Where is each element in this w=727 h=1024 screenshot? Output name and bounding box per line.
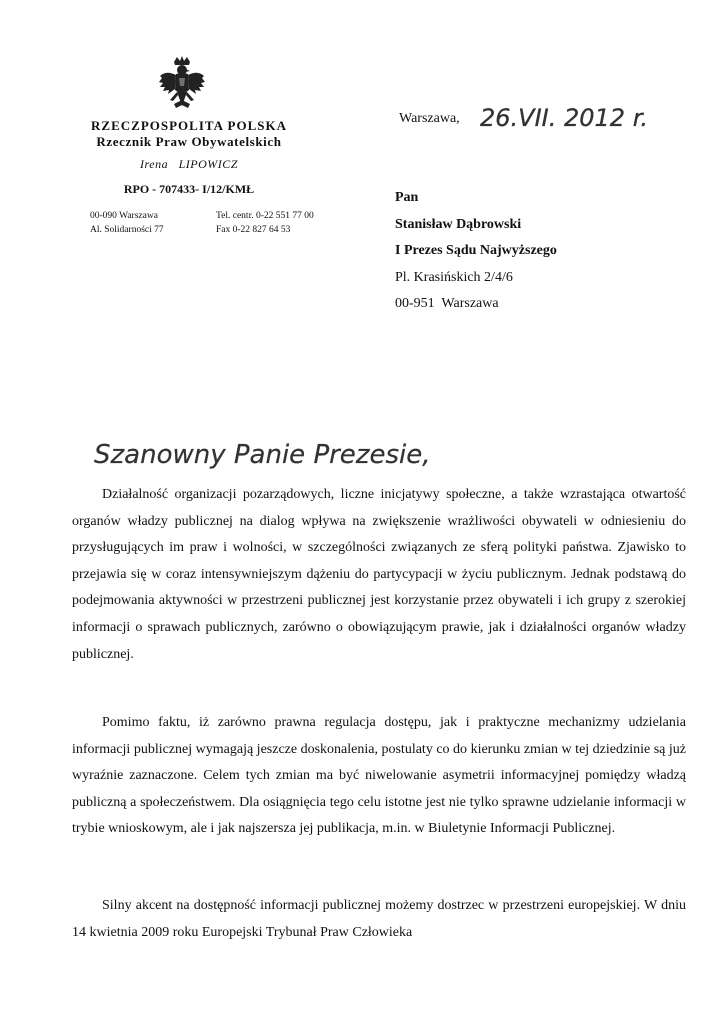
recipient-city: 00-951 Warszawa	[395, 296, 499, 311]
recipient-street: Pl. Krasińskich 2/4/6	[395, 269, 513, 285]
body-paragraph-2	[72, 710, 686, 843]
handwritten-greeting-text: Szanowny Panie Prezesie,	[94, 440, 431, 470]
sender-name: Irena LIPOWICZ	[140, 157, 238, 171]
sender-office: Rzecznik Praw Obywatelskich	[96, 134, 282, 149]
recipient-name: Stanisław Dąbrowski	[395, 216, 522, 232]
sender-address	[50, 209, 328, 237]
reference-number: RPO - 707433- I/12/KMŁ	[123, 182, 255, 196]
fax-number: Fax 0-22 827 64 53	[216, 225, 291, 235]
recipient-title: I Prezes Sądu Najwyższego	[395, 243, 557, 258]
recipient-block	[395, 185, 557, 318]
eagle-emblem-icon	[158, 56, 206, 114]
handwritten-date-text: 26.VII. 2012 r.	[480, 104, 648, 132]
address-street-city: 00-090 Warszawa	[90, 211, 158, 221]
sender-block	[50, 118, 328, 237]
body-paragraph-1	[72, 482, 686, 668]
date-city: Warszawa,	[399, 111, 460, 126]
sender-country: RZECZPOSPOLITA POLSKA	[91, 118, 287, 133]
recipient-salutation: Pan	[395, 190, 419, 205]
paragraph-text: Działalność organizacji pozarządowych, liczne inicjatywy społeczne, a także wzrastająca otwartość organów władzy publicznej na dialog wpływa na zwiększenie wrażliwości obywateli w odniesieniu do przysługujących im praw i wolności, w szczególności związanych ze sferą polityki państwa. Zjawisko to przejawia się w coraz intensywniejszym dążeniu do partycypacji w życiu publicznym. Jednak podstawą do podejmowania aktywności w przestrzeni publicznej jest korzystanie przez obywateli i ich grupy z szerokiej informacji o sprawach publicznych, zarówno o obowiązującym prawie, jak i działalności organów władzy publicznej.	[72, 487, 686, 662]
paragraph-text: Pomimo faktu, iż zarówno prawna regulacja dostępu, jak i praktyczne mechanizmy udzielania informacji publicznej wymagają jeszcze doskonalenia, postulaty co do kierunku zmian w tej dziedzinie są już wyraźnie zaznaczone. Celem tych zmian ma być niwelowanie asymetrii informacyjnej pomiędzy władzą publiczną a społeczeństwem. Dla osiągnięcia tego celu istotne jest nie tylko sprawne udzielanie informacji w trybie wnioskowym, ale i jak najszersza jej publikacja, m.in. w Biuletynie Informacji Publicznej.	[72, 715, 686, 837]
paragraph-text: Silny akcent na dostępność informacji publicznej możemy dostrzec w przestrzeni europejskiej. W dniu 14 kwietnia 2009 roku Europejski Trybunał Praw Człowieka	[72, 898, 686, 940]
handwritten-greeting	[92, 435, 431, 473]
handwritten-date	[478, 102, 648, 134]
body-paragraph-3	[72, 893, 686, 946]
address-street: Al. Solidarności 77	[90, 225, 164, 235]
phone-number: Tel. centr. 0-22 551 77 00	[216, 211, 314, 221]
